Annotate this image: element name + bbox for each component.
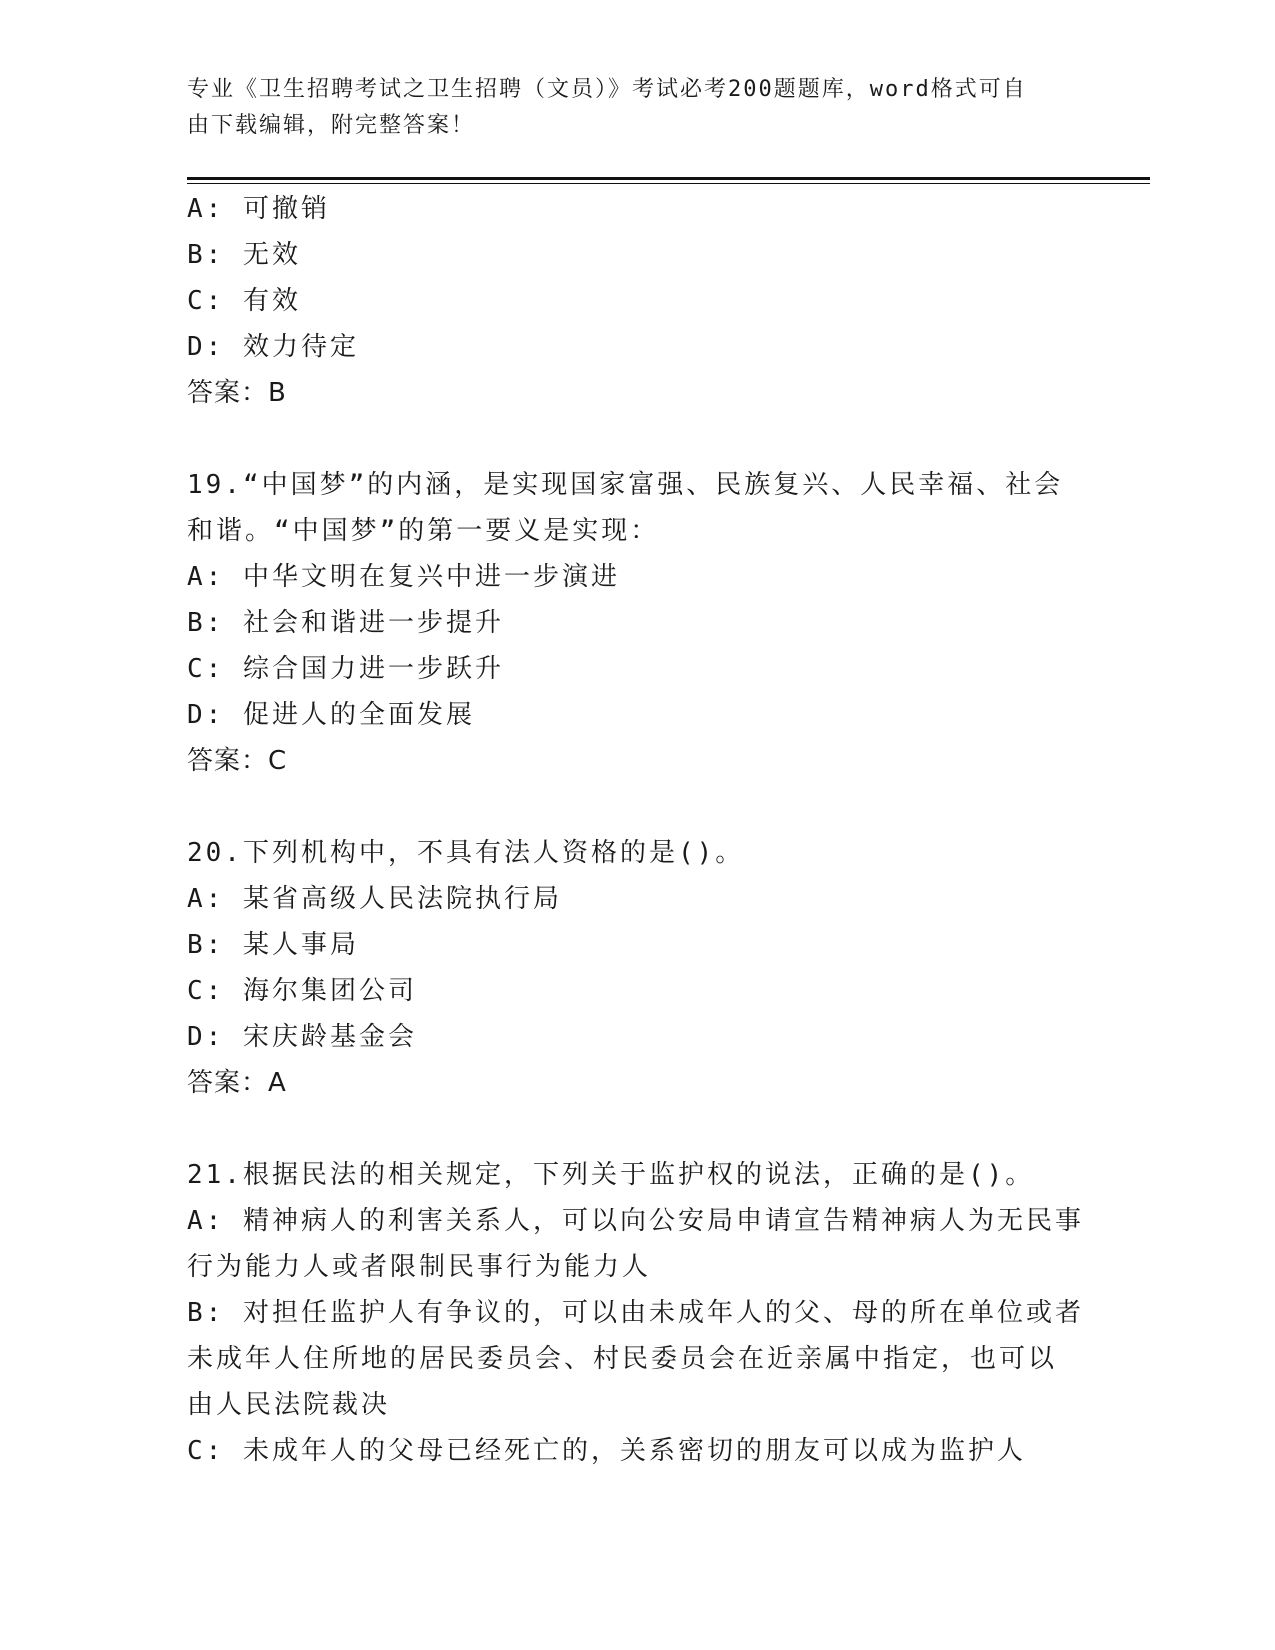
- option-c: C: 有效: [187, 286, 301, 316]
- spacer: [187, 416, 1087, 462]
- question-18: [187, 186, 1087, 416]
- question-stem: 20.下列机构中，不具有法人资格的是()。: [187, 838, 745, 868]
- question-stem: 19.“中国梦”的内涵，是实现国家富强、民族复兴、人民幸福、社会: [187, 470, 1064, 500]
- option-d: D: 效力待定: [187, 332, 359, 362]
- header-line-1: 专业《卫生招聘考试之卫生招聘（文员）》考试必考200题题库，word格式可自: [187, 77, 1027, 102]
- option-a: A: 中华文明在复兴中进一步演进: [187, 562, 620, 592]
- answer: 答案：C: [187, 746, 288, 776]
- spacer: [187, 784, 1087, 830]
- option-c: C: 未成年人的父母已经死亡的，关系密切的朋友可以成为监护人: [187, 1436, 1026, 1466]
- option-a-continued: 行为能力人或者限制民事行为能力人: [187, 1252, 652, 1282]
- spacer: [187, 1106, 1087, 1152]
- question-stem-continued: 和谐。“中国梦”的第一要义是实现：: [187, 516, 660, 546]
- question-19: [187, 462, 1087, 784]
- option-b: B: 对担任监护人有争议的，可以由未成年人的父、母的所在单位或者: [187, 1298, 1084, 1328]
- question-20: [187, 830, 1087, 1106]
- option-b: B: 无效: [187, 240, 301, 270]
- option-a: A: 精神病人的利害关系人，可以向公安局申请宣告精神病人为无民事: [187, 1206, 1084, 1236]
- option-b: B: 社会和谐进一步提升: [187, 608, 504, 638]
- option-c: C: 综合国力进一步跃升: [187, 654, 504, 684]
- option-a: A: 某省高级人民法院执行局: [187, 884, 562, 914]
- answer: 答案：B: [187, 378, 287, 408]
- option-b-continued: 由人民法院裁决: [187, 1390, 391, 1420]
- header-rule-thick: [187, 177, 1150, 180]
- header-line-2: 由下载编辑，附完整答案！: [187, 113, 476, 138]
- option-b-continued: 未成年人住所地的居民委员会、村民委员会在近亲属中指定，也可以: [187, 1344, 1058, 1374]
- question-list: [187, 186, 1087, 1474]
- question-21: [187, 1152, 1087, 1474]
- option-c: C: 海尔集团公司: [187, 976, 417, 1006]
- answer: 答案：A: [187, 1068, 287, 1098]
- question-stem: 21.根据民法的相关规定，下列关于监护权的说法，正确的是()。: [187, 1160, 1035, 1190]
- option-b: B: 某人事局: [187, 930, 359, 960]
- document-header: [187, 72, 1067, 144]
- header-rule-thin: [187, 183, 1150, 184]
- option-d: D: 促进人的全面发展: [187, 700, 475, 730]
- option-d: D: 宋庆龄基金会: [187, 1022, 417, 1052]
- option-a: A: 可撤销: [187, 194, 330, 224]
